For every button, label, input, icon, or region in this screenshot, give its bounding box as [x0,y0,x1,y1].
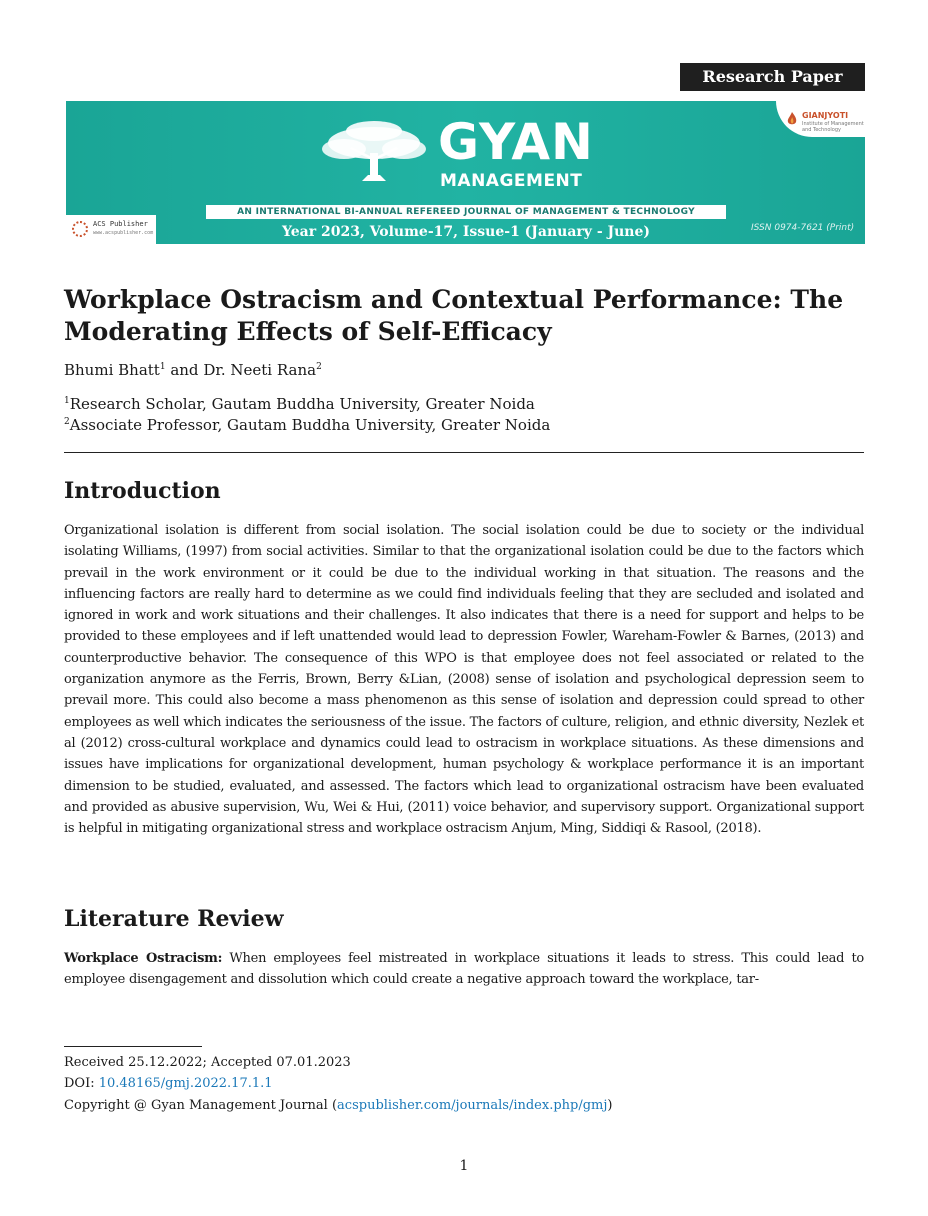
literature-review-heading: Literature Review [64,906,284,932]
author-separator: and [165,361,204,379]
author-2: Dr. Neeti Rana [203,361,317,379]
copyright-line [64,1096,613,1116]
publisher-url: www.acspublisher.com [93,230,154,236]
copyright-text: Copyright @ Gyan Management Journal ( [64,1098,338,1113]
affiliation-1 [64,394,535,414]
publisher-name: ACS Publisher [93,220,148,228]
doi-label: DOI: [64,1076,99,1091]
affiliation-2 [64,415,550,435]
affiliation-2-text: Associate Professor, Gautam Buddha University, Greater Noida [69,416,551,434]
author-1-affiliation-mark: 1 [159,362,166,372]
author-1: Bhumi Bhatt [64,361,160,379]
received-dates: Received 25.12.2022; Accepted 07.01.2023 [64,1055,351,1070]
tree-logo-icon [314,119,434,191]
journal-tagline: AN INTERNATIONAL BI-ANNUAL REFEREED JOURNAL OF MANAGEMENT & TECHNOLOGY [206,205,726,219]
footnote-divider [64,1046,202,1047]
institute-logo [776,101,865,137]
issue-info: Year 2023, Volume-17, Issue-1 (January - June) [281,224,651,240]
journal-name: GYAN [438,113,594,171]
publisher-logo-icon [72,221,88,237]
literature-review-text: When employees feel mistreated in workplace situations it leads to stress. This could lead to employee disengagement and dissolution which could create a negative approach toward the workplace, tar- [64,951,864,988]
article-title: Workplace Ostracism and Contextual Performance: The Moderating Effects of Self-Efficacy [64,285,844,346]
introduction-body: Organizational isolation is different from social isolation. The social isolation could be due to society or the individual isolating Williams, (1997) from social activities. Similar to that the organizational isolation could be due to the factors which prevail in the work environment or it could be due to the individual working in that situation. The reasons and the influencing factors are really hard to determine as we could find individuals feeling that they are secluded and isolated and ignored in work and work situations and their challenges. It also indicates that there is a need for support and helps to be provided to these employees and if left unattended would lead to depression Fowler, Wareham-Fowler & Barnes, (2013) and counterproductive behavior. The consequence of this WPO is that employee does not feel associated or related to the organization anymore as the Ferris, Brown, Berry &Lian, (2008) sense of isolation and psychological depression seem to prevail more. This could also become a mass phenomenon as this sense of isolation and depression could spread to other employees as well which indicates the seriousness of the issue. The factors of culture, religion, and ethnic diversity, Nezlek et al (2012) cross-cultural workplace and dynamics could lead to ostracism in workplace situations. As these dimensions and issues have implications for organizational development, human psychology & workplace performance it is an important dimension to be studied, evaluated, and assessed. The factors which lead to organizational ostracism have been evaluated and provided as abusive supervision, Wu, Wei & Hui, (2011) voice behavior, and supervisory support. Organizational support is helpful in mitigating organizational stress and workplace ostracism Anjum, Ming, Siddiqi & Rasool, (2018). [64,523,864,837]
institute-flame-icon [784,111,800,127]
page-number: 1 [459,1158,469,1174]
publisher-logo [66,215,156,244]
journal-banner [66,101,865,244]
doi-line [64,1074,273,1094]
author-2-affiliation-mark: 2 [316,362,322,372]
institute-tagline: Institute of Management and Technology [802,121,864,133]
author-line [64,360,322,380]
issn: ISSN 0974-7621 (Print) [751,223,855,233]
institute-name: GIANJYOTI [802,111,849,120]
literature-review-body [64,948,864,991]
affiliation-1-text: Research Scholar, Gautam Buddha University, Greater Noida [69,395,535,413]
affiliation-1-mark: 1 [64,396,70,406]
title-divider [64,452,864,453]
subsection-lead: Workplace Ostracism: [64,951,223,966]
article-type-badge: Research Paper [680,63,865,91]
introduction-heading: Introduction [64,478,221,504]
journal-subtitle: MANAGEMENT [440,171,583,191]
doi-link[interactable]: 10.48165/gmj.2022.17.1.1 [98,1076,273,1091]
copyright-close: ) [607,1098,613,1113]
affiliation-2-mark: 2 [64,417,70,427]
journal-url-link[interactable]: acspublisher.com/journals/index.php/gmj [337,1098,608,1113]
